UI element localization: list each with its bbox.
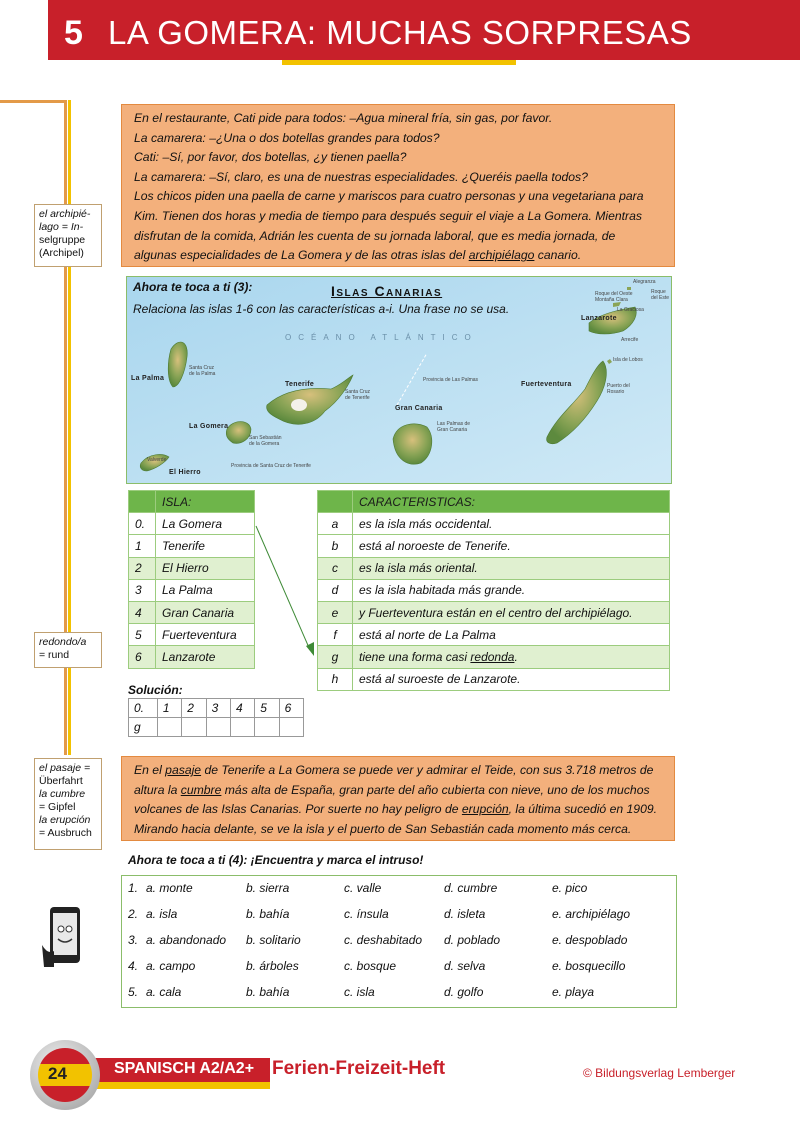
table-row: h está al suroeste de Lanzarote. — [318, 668, 670, 690]
course-label: SPANISCH A2/A2+ — [114, 1060, 255, 1077]
option[interactable]: d. golfo — [444, 985, 484, 999]
option[interactable]: b. solitario — [246, 933, 301, 947]
option[interactable]: c. valle — [344, 881, 382, 895]
option[interactable]: c. isla — [344, 985, 375, 999]
solution-numbers-row: 0. 1 2 3 4 5 6 — [129, 699, 304, 718]
option[interactable]: d. selva — [444, 959, 486, 973]
solution-label: Solución: — [128, 683, 183, 697]
map-label-gran-canaria: Gran Canaria — [395, 405, 443, 412]
option[interactable]: e. archipiélago — [552, 907, 631, 921]
option[interactable]: b. sierra — [246, 881, 290, 895]
option[interactable]: c. bosque — [344, 959, 397, 973]
table-row: 3 La Palma — [129, 579, 255, 601]
map-panel — [126, 276, 672, 484]
map-label-tenerife: Tenerife — [285, 381, 315, 388]
table-row: d es la isla habitada más grande. — [318, 579, 670, 601]
option[interactable]: a. abandonado — [146, 933, 227, 947]
map-title: Islas Canarias — [331, 283, 443, 299]
map-label-la-palma: La Palma — [131, 375, 165, 382]
map-label-arrecife: Arrecife — [621, 337, 639, 343]
header-accent-stripe — [282, 60, 516, 65]
intruder-box: 1. a. monte b. sierra c. valle d. cumbre e. pico 2. a. isla b. bahía c. ínsula d. isleta e. archipiélago 3. a. abandonado b. solitario c. deshabitado d. poblado e. despoblado 4. a. campo b. árboles c. bosque d. selva e. bosquecillo 5. a. cala b. bahía c. isla d. golfo e. playa — [121, 875, 677, 1008]
option[interactable]: a. monte — [146, 881, 193, 895]
map-label-las-palmas: Las Palmas de Gran Canaria — [437, 421, 471, 433]
note-archipielago: el archipié- lago = In- selgruppe (Archipel) — [34, 204, 102, 267]
car-header-row: CARACTERISTICAS: — [318, 491, 670, 513]
map-label-roque-este: Roque del Este — [651, 289, 670, 301]
smartphone-icon — [40, 905, 88, 973]
option[interactable]: e. pico — [552, 881, 588, 895]
option[interactable]: c. deshabitado — [344, 933, 423, 947]
solution-grid — [128, 698, 304, 737]
option[interactable]: b. árboles — [246, 959, 299, 973]
teide-peak — [291, 399, 307, 411]
option[interactable]: a. campo — [146, 959, 196, 973]
dialogue-box: En el restaurante, Cati pide para todos: –Agua mineral fría, sin gas, por favor. La camarera: –¿Una o dos botellas grandes para todos? Cati: –Sí, por favor, dos botellas, ¿y tienen paella? La camarera: –Sí, claro, es una de nuestras especialidades. ¿Queréis paella todos? Los chicos piden una paella de carne y mariscos para cuatro personas y una vegetariana para Kim. Tienen dos horas y media de tiempo para después seguir el viaje a La Gomera. Mientras disfrutan de la comida, Adrián les cuenta de su jornada laboral, que es media jornada, de algunas especialidades de La Gomera y de las otras islas del archipiélago canario. — [121, 104, 675, 267]
booklet-title: Ferien-Freizeit-Heft — [272, 1058, 446, 1079]
passage-box: En el pasaje de Tenerife a La Gomera se puede ver y admirar el Teide, con sus 3.718 metros de altura la cumbre más alta de España, gran parte del año cubierta con nieve, uno de los muchos volcanes de las Islas Canarias. Por suerte no hay peligro de erupción, la última sucedió en 1909. Mirando hacia delante, se ve la isla y el puerto de San Sebastián cada momento más cerca. — [121, 756, 675, 841]
map-label-prov-tenerife: Provincia de Santa Cruz de Tenerife — [231, 463, 311, 469]
map-ocean-label: OCÉANO ATLÁNTICO — [285, 333, 478, 342]
solution-cell[interactable] — [279, 718, 303, 737]
term-archipielago: archipiélago — [468, 248, 535, 263]
rail-top-line — [0, 100, 66, 103]
note-redondo: redondo/a = rund — [34, 632, 102, 668]
table-row: 1 Tenerife — [129, 535, 255, 557]
chapter-title: LA GOMERA: MUCHAS SORPRESAS — [108, 14, 692, 51]
map-label-puerto-rosario: Puerto del Rosario — [607, 383, 630, 395]
chapter-number: 5 — [64, 14, 83, 52]
option[interactable]: e. despoblado — [552, 933, 628, 947]
table-row: e y Fuerteventura están en el centro del archipiélago. — [318, 601, 670, 623]
map-label-isla-lobos: Isla de Lobos — [613, 357, 643, 363]
map-label-roque-oeste: Roque del Oeste Montaña Clara — [595, 291, 633, 303]
option[interactable]: d. cumbre — [444, 881, 498, 895]
note-pasaje: el pasaje = Überfahrt la cumbre = Gipfel la erupción = Ausbruch — [34, 758, 102, 850]
map-label-alegranza: Alegranza — [633, 279, 656, 285]
map-label-prov-las-palmas: Provincia de Las Palmas — [423, 377, 479, 383]
table-row: 5 Fuerteventura — [129, 624, 255, 646]
option[interactable]: e. bosquecillo — [552, 959, 626, 973]
map-label-lanzarote: Lanzarote — [581, 315, 617, 322]
map-label-la-gomera: La Gomera — [189, 423, 229, 430]
solution-cell[interactable] — [255, 718, 279, 737]
table-row: f está al norte de La Palma — [318, 624, 670, 646]
solution-cell[interactable] — [157, 718, 181, 737]
table-row: 4 Gran Canaria — [129, 601, 255, 623]
table-row: g tiene una forma casi redonda. — [318, 646, 670, 668]
solution-cell[interactable]: g — [129, 718, 158, 737]
caracteristicas-table — [317, 490, 670, 691]
table-row: 0. La Gomera — [129, 513, 255, 535]
table-row: 2 El Hierro — [129, 557, 255, 579]
alegranza — [627, 287, 631, 290]
map-label-santa-cruz-tenerife: Santa Cruz de Tenerife — [345, 389, 371, 401]
option[interactable]: d. poblado — [444, 933, 501, 947]
table-row: c es la isla más oriental. — [318, 557, 670, 579]
option[interactable]: b. bahía — [246, 985, 290, 999]
table-row: a es la isla más occidental. — [318, 513, 670, 535]
solution-cell[interactable] — [206, 718, 230, 737]
task3-title: Ahora te toca a ti (3): — [133, 280, 253, 294]
solution-answers-row — [129, 718, 304, 737]
publisher: © Bildungsverlag Lemberger — [583, 1066, 736, 1080]
islas-header-row: ISLA: — [129, 491, 255, 513]
option[interactable]: c. ínsula — [344, 907, 389, 921]
map-label-fuerteventura: Fuerteventura — [521, 381, 572, 388]
task4-title: Ahora te toca a ti (4): ¡Encuentra y marca el intruso! — [128, 853, 424, 867]
task3-instruction: Relaciona las islas 1-6 con las características a-i. Una frase no se usa. — [133, 302, 510, 316]
page-number: 24 — [48, 1064, 67, 1083]
map-label-la-graciosa: La Graciosa — [617, 307, 644, 313]
map-label-santa-cruz-palma: Santa Cruz de la Palma — [189, 365, 216, 377]
table-row: b está al noroeste de Tenerife. — [318, 535, 670, 557]
option[interactable]: e. playa — [552, 985, 595, 999]
footer-accent-stripe — [70, 1082, 270, 1089]
solution-cell[interactable] — [230, 718, 254, 737]
table-row: 6 Lanzarote — [129, 646, 255, 668]
option[interactable]: a. isla — [146, 907, 178, 921]
option[interactable]: d. isleta — [444, 907, 486, 921]
option[interactable]: b. bahía — [246, 907, 290, 921]
map-label-san-sebastian: San Sebastián de la Gomera — [249, 435, 282, 447]
islas-table — [128, 490, 255, 669]
solution-cell[interactable] — [182, 718, 206, 737]
option[interactable]: a. cala — [146, 985, 182, 999]
map-label-el-hierro: El Hierro — [169, 469, 201, 476]
map-label-valverde: Valverde — [147, 457, 167, 463]
